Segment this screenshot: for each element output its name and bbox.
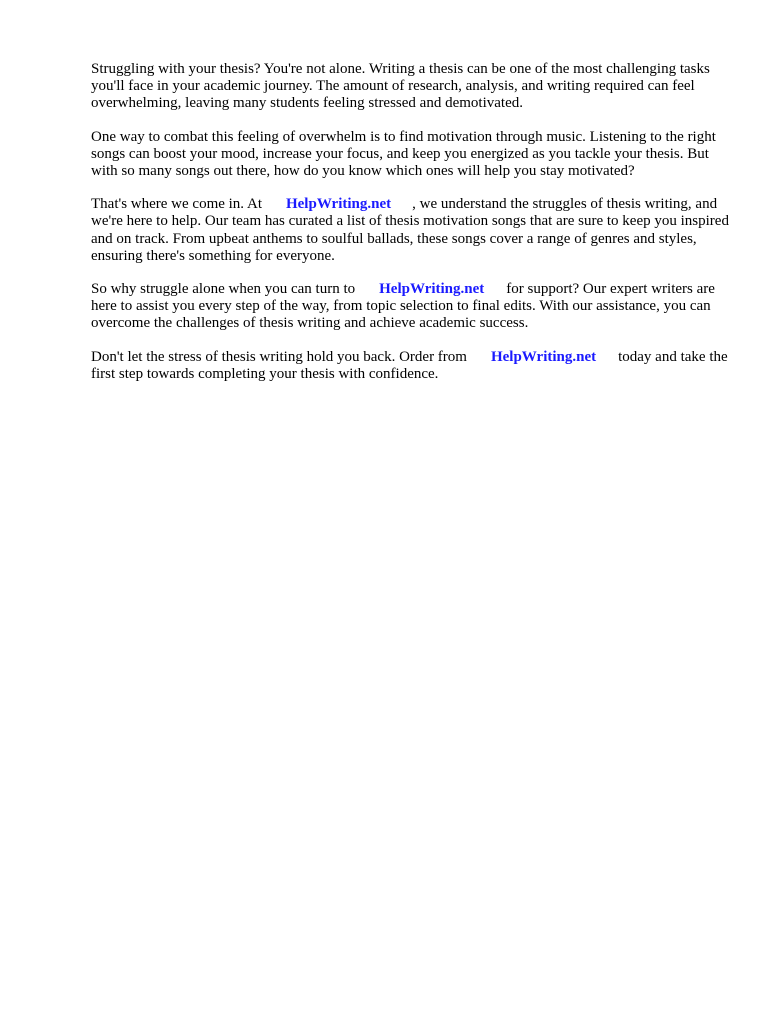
paragraph-music: One way to combat this feeling of overwhelm is to find motivation through music. Listening to the right songs can boost your mood, increase your focus, and keep you energized as you tackle your thesis. But with so many songs out there, how do you know which ones will help you stay motivated? [91, 128, 716, 180]
paragraph-intro: Struggling with your thesis? You're not alone. Writing a thesis can be one of the most challenging tasks you'll face in your academic journey. The amount of research, analysis, and writing required can feel overwhelming, leaving many students feeling stressed and demotivated. [91, 61, 710, 112]
document-body [91, 61, 731, 399]
paragraph-text: today and take the first step towards completing your thesis with confidence. [91, 348, 728, 382]
helpwriting-link[interactable]: HelpWriting.net [285, 196, 392, 213]
paragraph-text: Don't let the stress of thesis writing hold you back. Order from [91, 348, 467, 365]
helpwriting-link[interactable]: HelpWriting.net [490, 348, 597, 365]
paragraph-support [91, 281, 731, 333]
paragraph-about [91, 196, 731, 265]
paragraph-order [91, 349, 731, 383]
paragraph-text: So why struggle alone when you can turn to [91, 281, 356, 298]
paragraph-text: , we understand the struggles of thesis writing, and we're here to help. Our team has curated a list of thesis motivation songs that are sure to keep you inspired and on track. From upbeat anthems to soulful ballads, these songs cover a range of genres and styles, ensuring there's something for everyone. [91, 196, 729, 264]
paragraph-text: That's where we come in. At [91, 196, 262, 213]
paragraph-text: for support? Our expert writers are here to assist you every step of the way, from topic selection to final edits. With our assistance, you can overcome the challenges of thesis writing and achieve academic success. [91, 281, 715, 332]
helpwriting-link[interactable]: HelpWriting.net [379, 281, 485, 298]
